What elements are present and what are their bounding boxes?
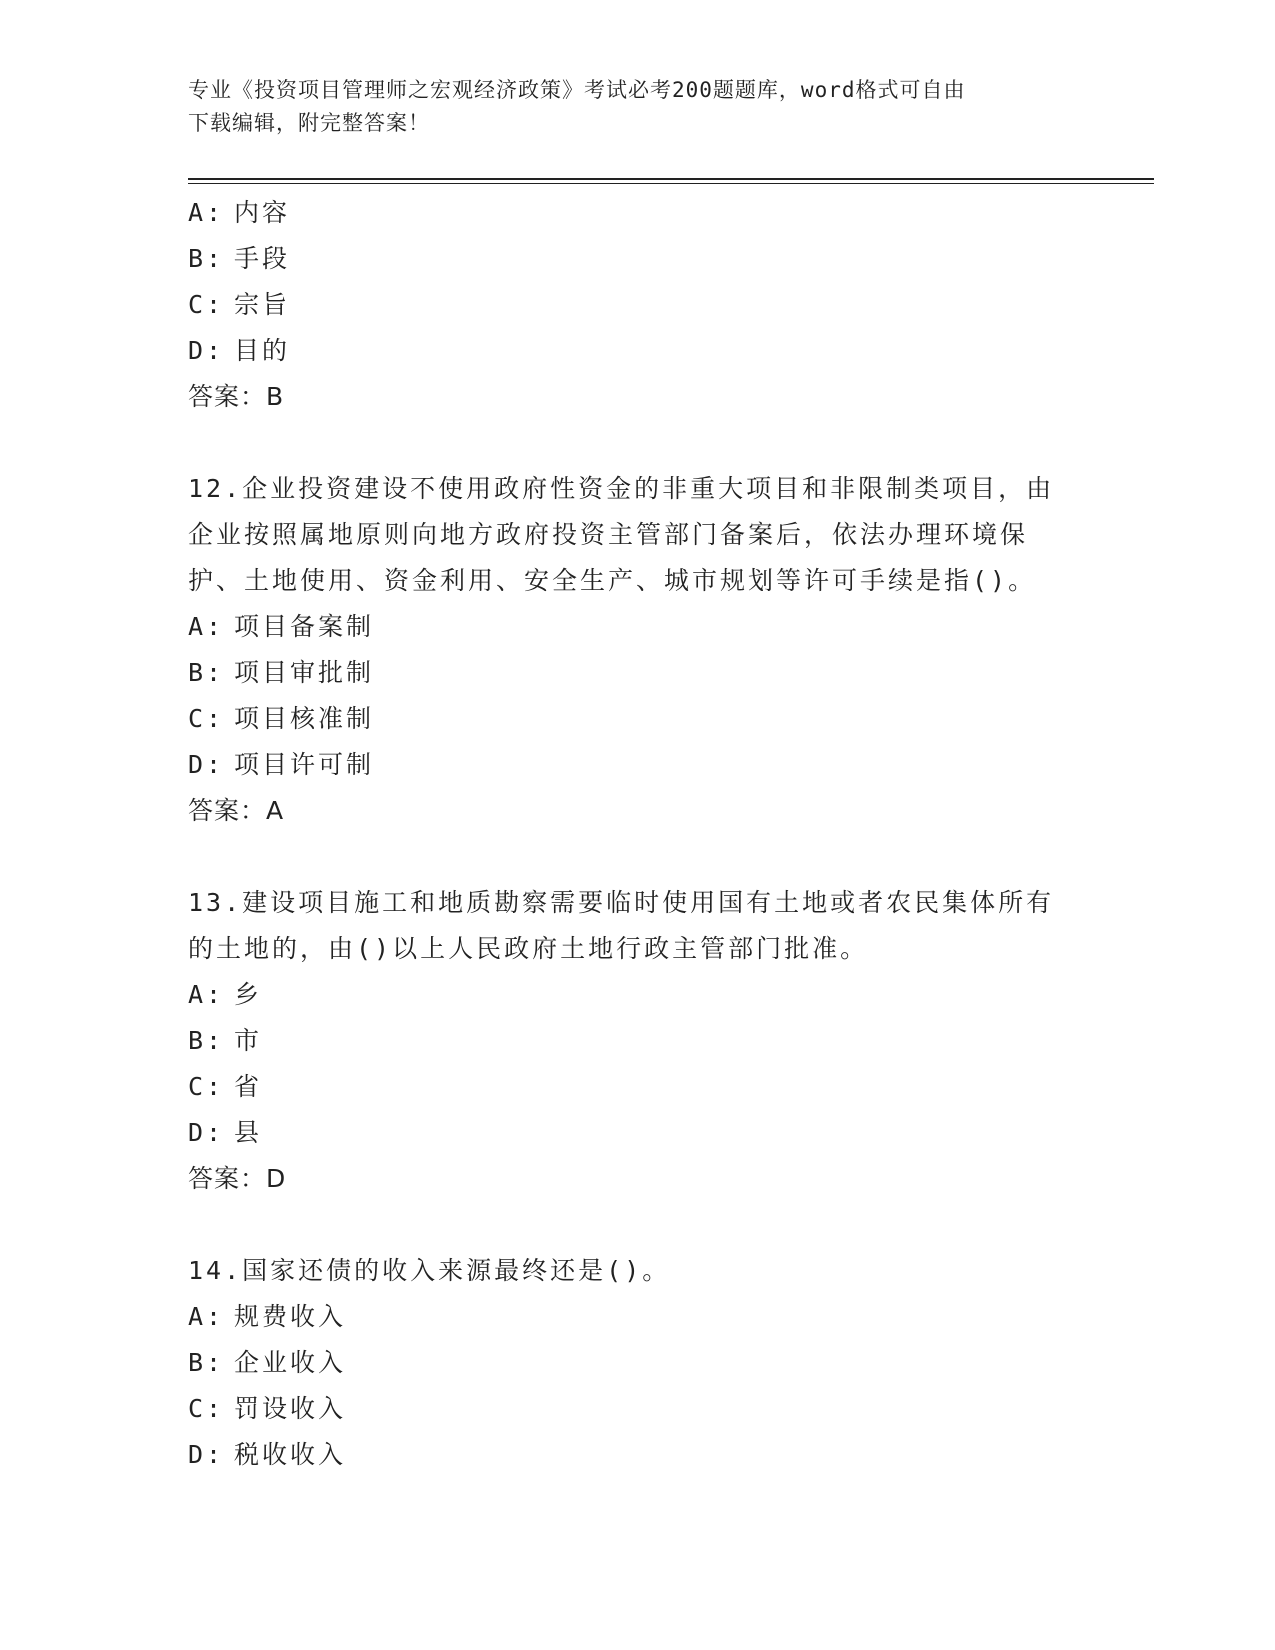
option-text: 税收收入: [234, 1440, 347, 1469]
option-key: D:: [188, 336, 225, 365]
option-text: 企业收入: [234, 1348, 347, 1377]
option-text: 乡: [234, 980, 263, 1009]
option-text: 项目备案制: [234, 612, 375, 641]
option-a: [188, 972, 1088, 1018]
question-stem-line: 企业按照属地原则向地方政府投资主管部门备案后，依法办理环境保: [188, 520, 1029, 549]
option-key: C:: [188, 290, 225, 319]
option-c: [188, 282, 1088, 328]
option-text: 项目核准制: [234, 704, 375, 733]
option-a: [188, 1294, 1088, 1340]
option-key: B:: [188, 244, 225, 273]
option-a: [188, 190, 1088, 236]
option-key: A:: [188, 612, 225, 641]
option-a: [188, 604, 1088, 650]
option-c: [188, 1386, 1088, 1432]
option-text: 目的: [234, 336, 291, 365]
option-text: 省: [234, 1072, 263, 1101]
option-b: [188, 1018, 1088, 1064]
option-d: [188, 1110, 1088, 1156]
option-text: 规费收入: [234, 1302, 347, 1331]
option-text: 市: [234, 1026, 263, 1055]
question-stem-line: 13.建设项目施工和地质勘察需要临时使用国有土地或者农民集体所有: [188, 888, 1055, 917]
header-rule-thick: [188, 178, 1154, 180]
option-text: 县: [234, 1118, 263, 1147]
spacer: [188, 834, 1088, 880]
question-14: [188, 1248, 1088, 1478]
option-text: 项目许可制: [234, 750, 375, 779]
question-stem-line: 的土地的，由()以上人民政府土地行政主管部门批准。: [188, 934, 869, 963]
header-line-1: 专业《投资项目管理师之宏观经济政策》考试必考200题题库，word格式可自由: [188, 78, 966, 102]
option-key: B:: [188, 658, 225, 687]
option-key: C:: [188, 1072, 225, 1101]
header-line-2: 下载编辑，附完整答案！: [188, 111, 430, 135]
answer-line: 答案：D: [188, 1164, 287, 1193]
option-b: [188, 650, 1088, 696]
header-rule-thin: [188, 183, 1154, 184]
option-text: 宗旨: [234, 290, 291, 319]
answer-line: 答案：A: [188, 796, 285, 825]
option-text: 手段: [234, 244, 291, 273]
option-b: [188, 236, 1088, 282]
option-text: 内容: [234, 198, 291, 227]
question-content: [188, 190, 1088, 1478]
option-key: D:: [188, 1440, 225, 1469]
option-key: C:: [188, 1394, 225, 1423]
option-key: C:: [188, 704, 225, 733]
option-key: B:: [188, 1348, 225, 1377]
answer-line: 答案：B: [188, 382, 285, 411]
option-b: [188, 1340, 1088, 1386]
question-stem-line: 14.国家还债的收入来源最终还是()。: [188, 1256, 671, 1285]
option-d: [188, 328, 1088, 374]
option-key: D:: [188, 1118, 225, 1147]
option-key: A:: [188, 980, 225, 1009]
question-stem-line: 护、土地使用、资金利用、安全生产、城市规划等许可手续是指()。: [188, 566, 1037, 595]
spacer: [188, 420, 1088, 466]
option-key: D:: [188, 750, 225, 779]
option-c: [188, 696, 1088, 742]
question-12: [188, 466, 1088, 834]
option-key: A:: [188, 1302, 225, 1331]
question-11: [188, 190, 1088, 420]
option-d: [188, 742, 1088, 788]
option-text: 项目审批制: [234, 658, 375, 687]
document-header: [188, 74, 1068, 140]
option-key: A:: [188, 198, 225, 227]
option-c: [188, 1064, 1088, 1110]
option-text: 罚设收入: [234, 1394, 347, 1423]
spacer: [188, 1202, 1088, 1248]
option-key: B:: [188, 1026, 225, 1055]
option-d: [188, 1432, 1088, 1478]
question-stem-line: 12.企业投资建设不使用政府性资金的非重大项目和非限制类项目，由: [188, 474, 1055, 503]
question-13: [188, 880, 1088, 1202]
